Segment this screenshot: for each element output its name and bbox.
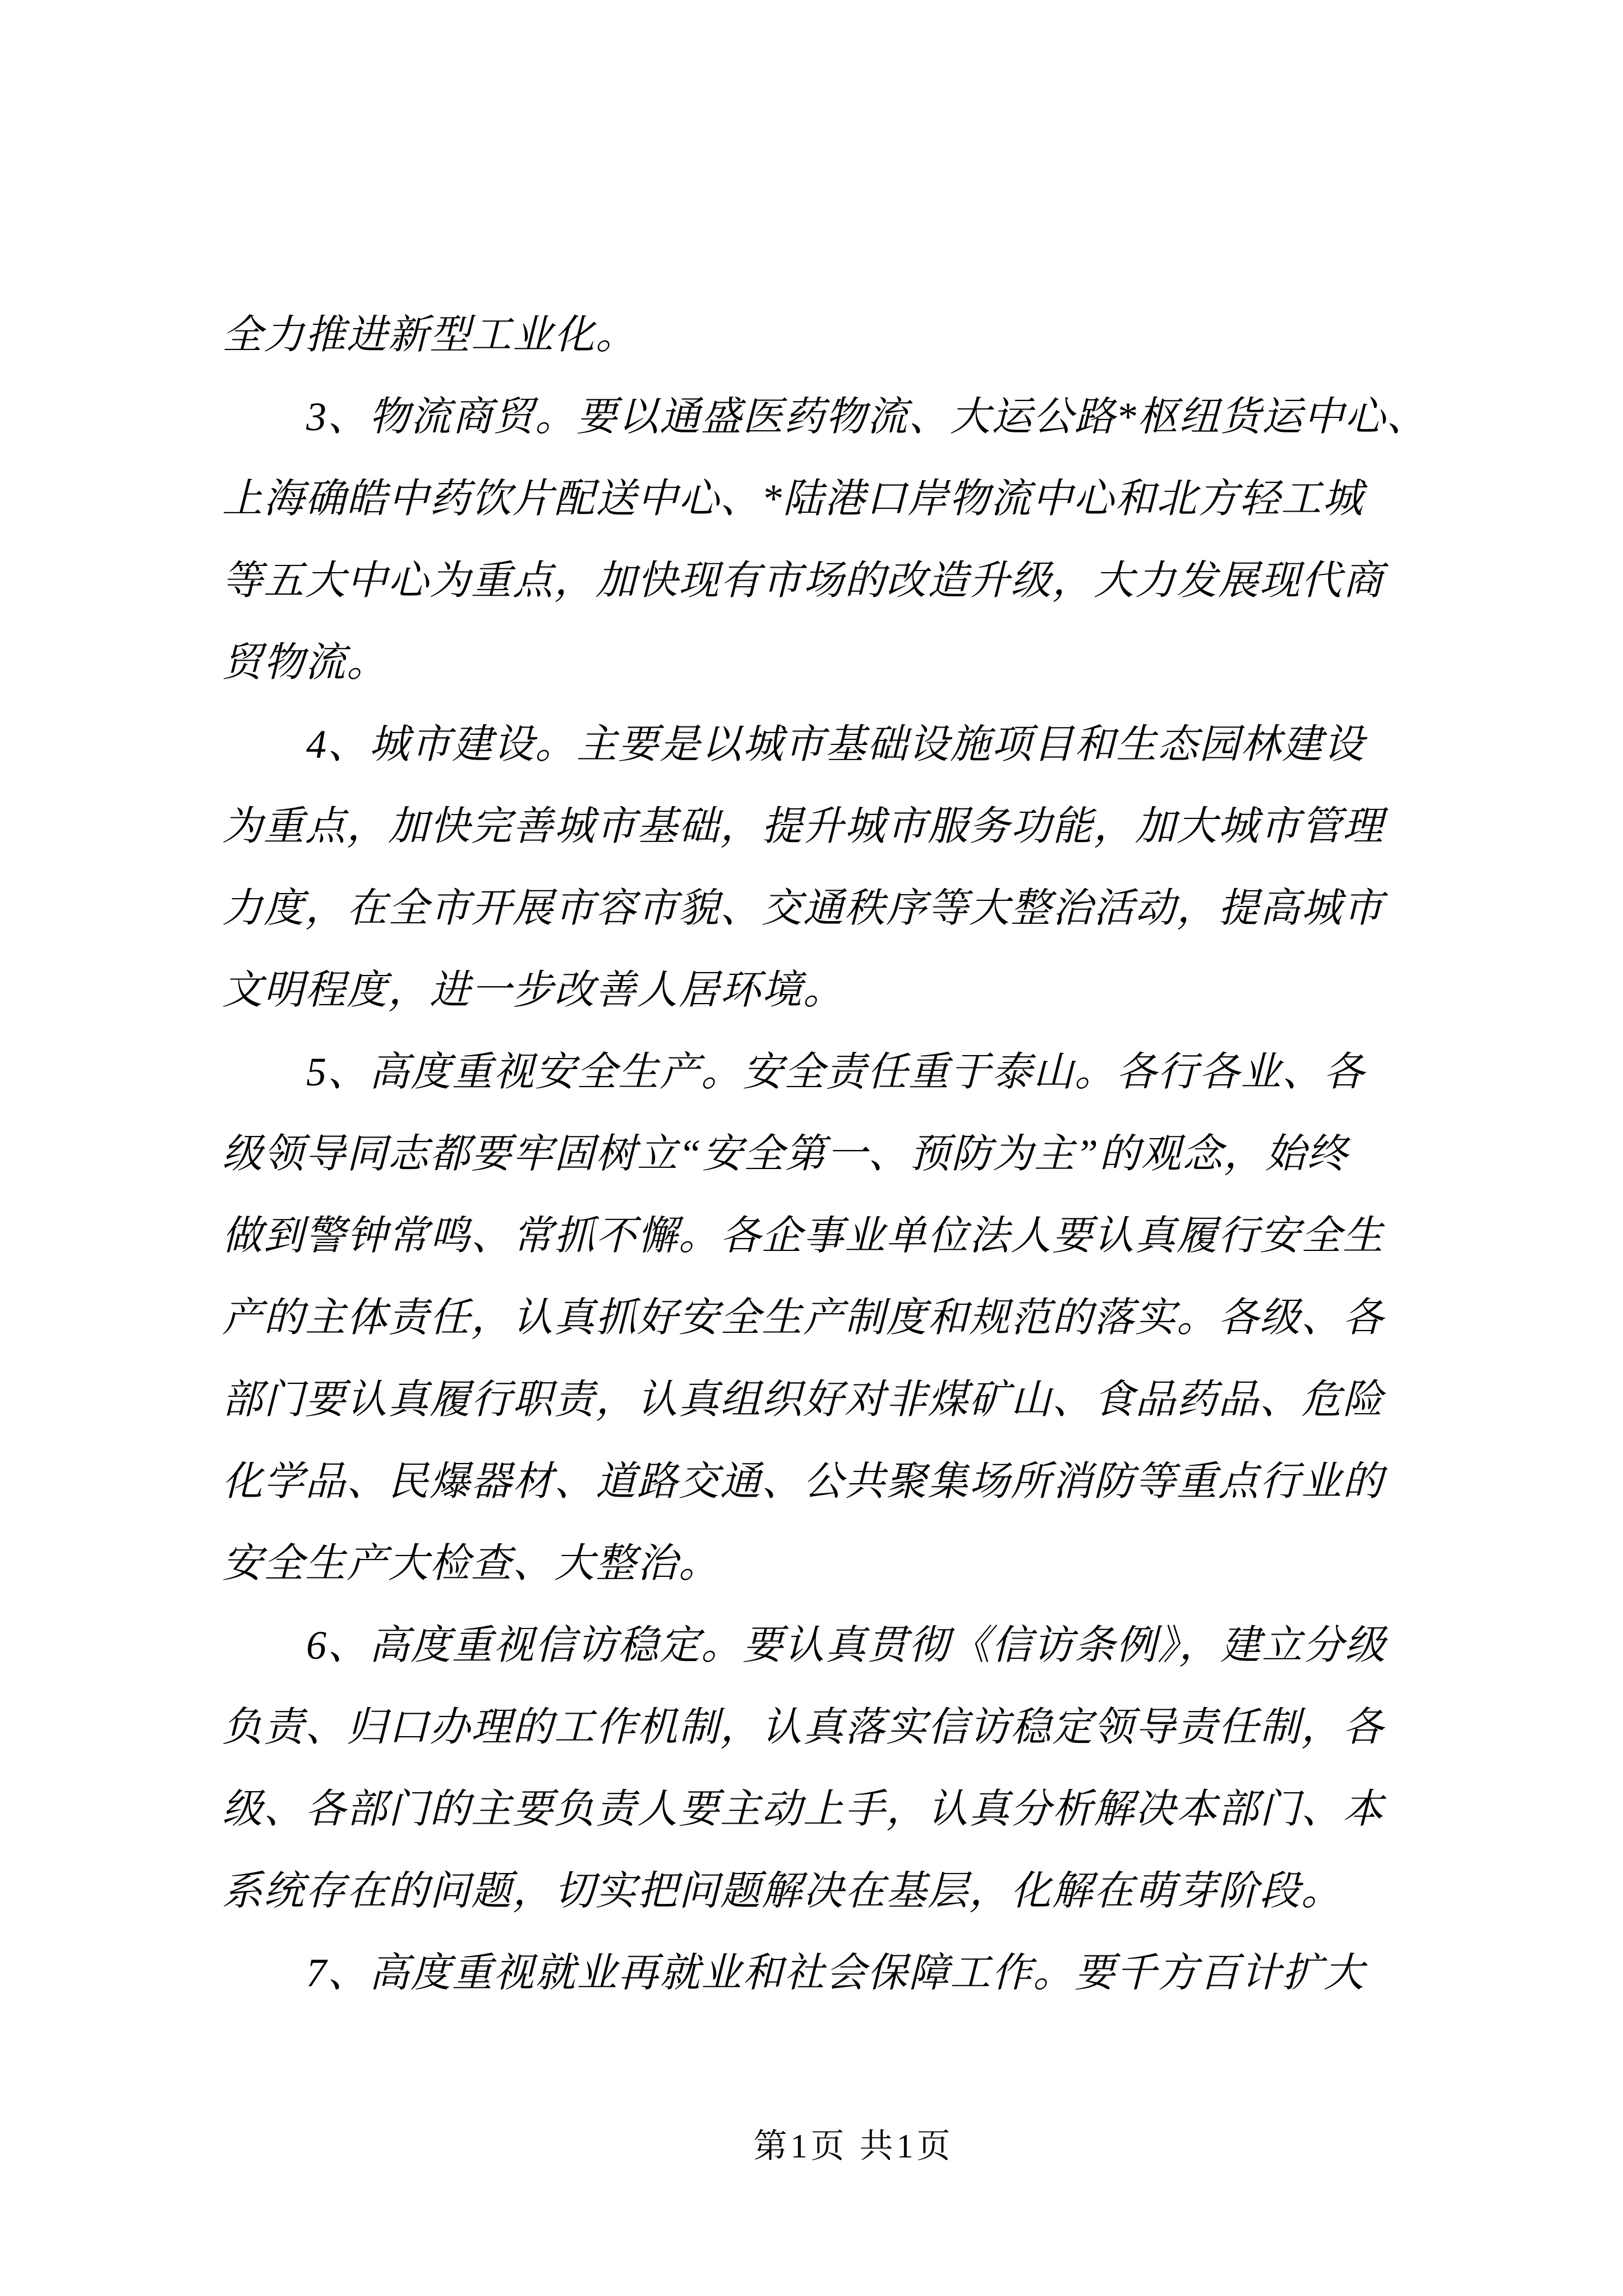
text-line: 上海确皓中药饮片配送中心、*陆港口岸物流中心和北方轻工城	[222, 476, 1364, 521]
text-line: 文明程度，进一步改善人居环境。	[222, 968, 845, 1013]
text-line: 4、城市建设。主要是以城市基础设施项目和生态园林建设	[306, 722, 1366, 767]
paragraph-3-logistics-trade	[222, 376, 1450, 703]
text-line: 3、物流商贸。要以通盛医药物流、大运公路*枢纽货运中心、	[306, 394, 1428, 439]
text-line: 等五大中心为重点，加快现有市场的改造升级，大力发展现代商	[222, 558, 1385, 603]
text-line: 全力推进新型工业化。	[222, 312, 638, 357]
page-number-label: 第1页 共1页	[753, 2128, 954, 2165]
text-line: 贸物流。	[222, 640, 389, 685]
paragraph-4-urban-construction	[222, 703, 1450, 1031]
text-line: 化学品、民爆器材、道路交通、公共聚集场所消防等重点行业的	[222, 1459, 1385, 1504]
paragraph-continued-industrialization	[222, 294, 1450, 376]
text-line: 7、高度重视就业再就业和社会保障工作。要千方百计扩大	[306, 1950, 1366, 1995]
text-line: 5、高度重视安全生产。安全责任重于泰山。各行各业、各	[306, 1050, 1366, 1094]
text-line: 级领导同志都要牢固树立“安全第一、预防为主”的观念，始终	[222, 1131, 1349, 1176]
text-line: 安全生产大检查、大整治。	[222, 1541, 721, 1586]
text-line: 部门要认真履行职责，认真组织好对非煤矿山、食品药品、危险	[222, 1377, 1385, 1422]
text-line: 负责、归口办理的工作机制，认真落实信访稳定领导责任制，各	[222, 1705, 1385, 1750]
document-body-text	[222, 294, 1450, 2014]
text-line: 级、各部门的主要负责人要主动上手，认真分析解决本部门、本	[222, 1787, 1385, 1832]
text-line: 产的主体责任，认真抓好安全生产制度和规范的落实。各级、各	[222, 1295, 1385, 1340]
text-line: 系统存在的问题，切实把问题解决在基层，化解在萌芽阶段。	[222, 1869, 1343, 1913]
page-footer	[0, 2124, 1623, 2169]
text-line: 为重点，加快完善城市基础，提升城市服务功能，加大城市管理	[222, 804, 1385, 849]
paragraph-6-petition-stability	[222, 1604, 1450, 1932]
paragraph-5-work-safety	[222, 1031, 1450, 1604]
text-line: 6、高度重视信访稳定。要认真贯彻《信访条例》，建立分级	[306, 1623, 1387, 1668]
text-line: 做到警钟常鸣、常抓不懈。各企事业单位法人要认真履行安全生	[222, 1213, 1385, 1258]
paragraph-7-employment-social-security	[222, 1932, 1450, 2014]
text-line: 力度，在全市开展市容市貌、交通秩序等大整治活动，提高城市	[222, 886, 1385, 931]
